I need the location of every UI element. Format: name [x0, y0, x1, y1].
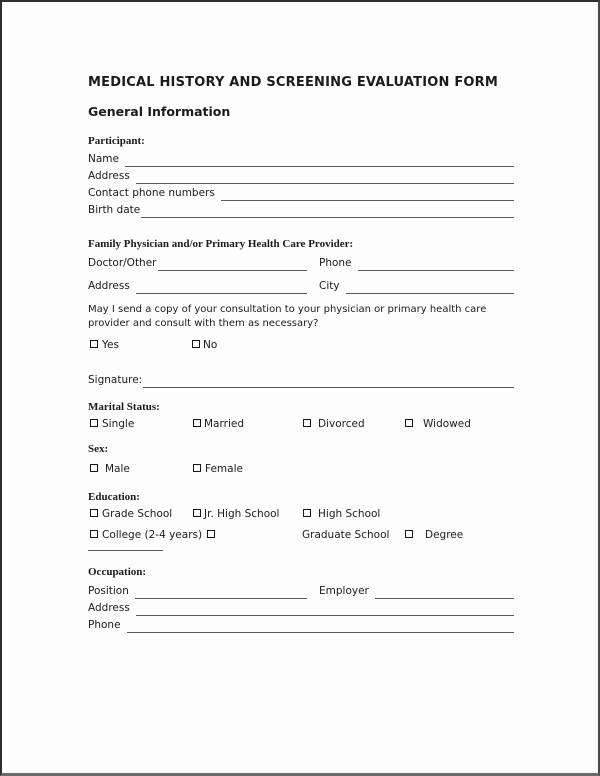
high-school-checkbox[interactable]: [303, 509, 311, 517]
birth-date-field-row: [88, 201, 514, 218]
no-checkbox[interactable]: [192, 340, 200, 348]
city-input-line[interactable]: [346, 280, 514, 294]
physician-heading: Family Physician and/or Primary Health Care Provider:: [88, 238, 354, 250]
phone-label: Phone: [319, 257, 352, 269]
occupation-heading: Occupation:: [88, 566, 147, 578]
occupation-address-input-line[interactable]: [136, 602, 514, 616]
physician-address-label: Address: [88, 280, 130, 292]
sex-options-row: [88, 463, 514, 476]
contact-phone-label: Contact phone numbers: [88, 187, 215, 199]
position-employer-row: [88, 582, 514, 599]
employer-input-line[interactable]: [375, 585, 514, 599]
occupation-phone-label: Phone: [88, 619, 121, 631]
female-label: Female: [205, 463, 243, 475]
doctor-other-label: Doctor/Other: [88, 257, 157, 269]
address-field-row: [88, 167, 514, 184]
grade-school-label: Grade School: [102, 508, 173, 520]
physician-address-input-line[interactable]: [136, 280, 307, 294]
education-options-row-2: [88, 529, 514, 542]
graduate-school-label: Graduate School: [302, 529, 390, 541]
signature-label: Signature:: [88, 374, 143, 386]
sex-heading: Sex:: [88, 443, 109, 455]
doctor-phone-row: [88, 254, 514, 271]
occupation-address-row: [88, 599, 514, 616]
college-label: College (2-4 years): [102, 529, 203, 541]
single-checkbox[interactable]: [90, 419, 98, 427]
married-label: Married: [204, 418, 244, 430]
doctor-other-input-line[interactable]: [158, 257, 308, 271]
birth-date-label: Birth date: [88, 204, 141, 216]
widowed-label: Widowed: [423, 418, 471, 430]
yes-label: Yes: [102, 339, 119, 351]
degree-write-in-line[interactable]: [88, 550, 163, 551]
no-label: No: [203, 339, 218, 351]
widowed-checkbox[interactable]: [405, 419, 413, 427]
birth-date-input-line[interactable]: [141, 204, 514, 218]
married-checkbox[interactable]: [193, 419, 201, 427]
jr-high-school-label: Jr. High School: [204, 508, 280, 520]
grade-school-checkbox[interactable]: [90, 509, 98, 517]
college-checkbox[interactable]: [90, 530, 98, 538]
high-school-label: High School: [318, 508, 381, 520]
female-checkbox[interactable]: [193, 464, 201, 472]
male-label: Male: [105, 463, 130, 475]
jr-high-school-checkbox[interactable]: [193, 509, 201, 517]
participant-heading: Participant:: [88, 135, 145, 147]
page-title: MEDICAL HISTORY AND SCREENING EVALUATION FORM: [88, 75, 499, 90]
male-checkbox[interactable]: [90, 464, 98, 472]
physician-address-city-row: [88, 277, 514, 294]
name-input-line[interactable]: [125, 153, 514, 167]
signature-input-line[interactable]: [143, 374, 514, 388]
single-label: Single: [102, 418, 135, 430]
form-content: [2, 2, 598, 633]
position-label: Position: [88, 585, 129, 597]
consultation-question: May I send a copy of your consultation to your physician or primary health care provider and consult with them as necessary?: [88, 304, 487, 329]
city-label: City: [319, 280, 340, 292]
signature-row: [88, 371, 514, 388]
yes-checkbox[interactable]: [90, 340, 98, 348]
participant-fields: [88, 150, 514, 218]
divorced-checkbox[interactable]: [303, 419, 311, 427]
general-information-heading: General Information: [88, 104, 231, 119]
occupation-phone-input-line[interactable]: [127, 619, 514, 633]
address-label: Address: [88, 170, 130, 182]
occupation-phone-row: [88, 616, 514, 633]
contact-phone-field-row: [88, 184, 514, 201]
occupation-address-label: Address: [88, 602, 130, 614]
marital-status-heading: Marital Status:: [88, 401, 160, 413]
employer-label: Employer: [319, 585, 369, 597]
divorced-label: Divorced: [318, 418, 365, 430]
degree-checkbox[interactable]: [405, 530, 413, 538]
name-field-row: [88, 150, 514, 167]
contact-phone-input-line[interactable]: [221, 187, 514, 201]
phone-input-line[interactable]: [358, 257, 514, 271]
consultation-options-row: [88, 339, 514, 352]
education-heading: Education:: [88, 491, 140, 503]
name-label: Name: [88, 153, 119, 165]
position-input-line[interactable]: [135, 585, 307, 599]
marital-status-options-row: [88, 418, 514, 431]
graduate-school-checkbox[interactable]: [207, 530, 215, 538]
degree-label: Degree: [425, 529, 464, 541]
address-input-line[interactable]: [136, 170, 514, 184]
education-options-row-1: [88, 508, 514, 521]
